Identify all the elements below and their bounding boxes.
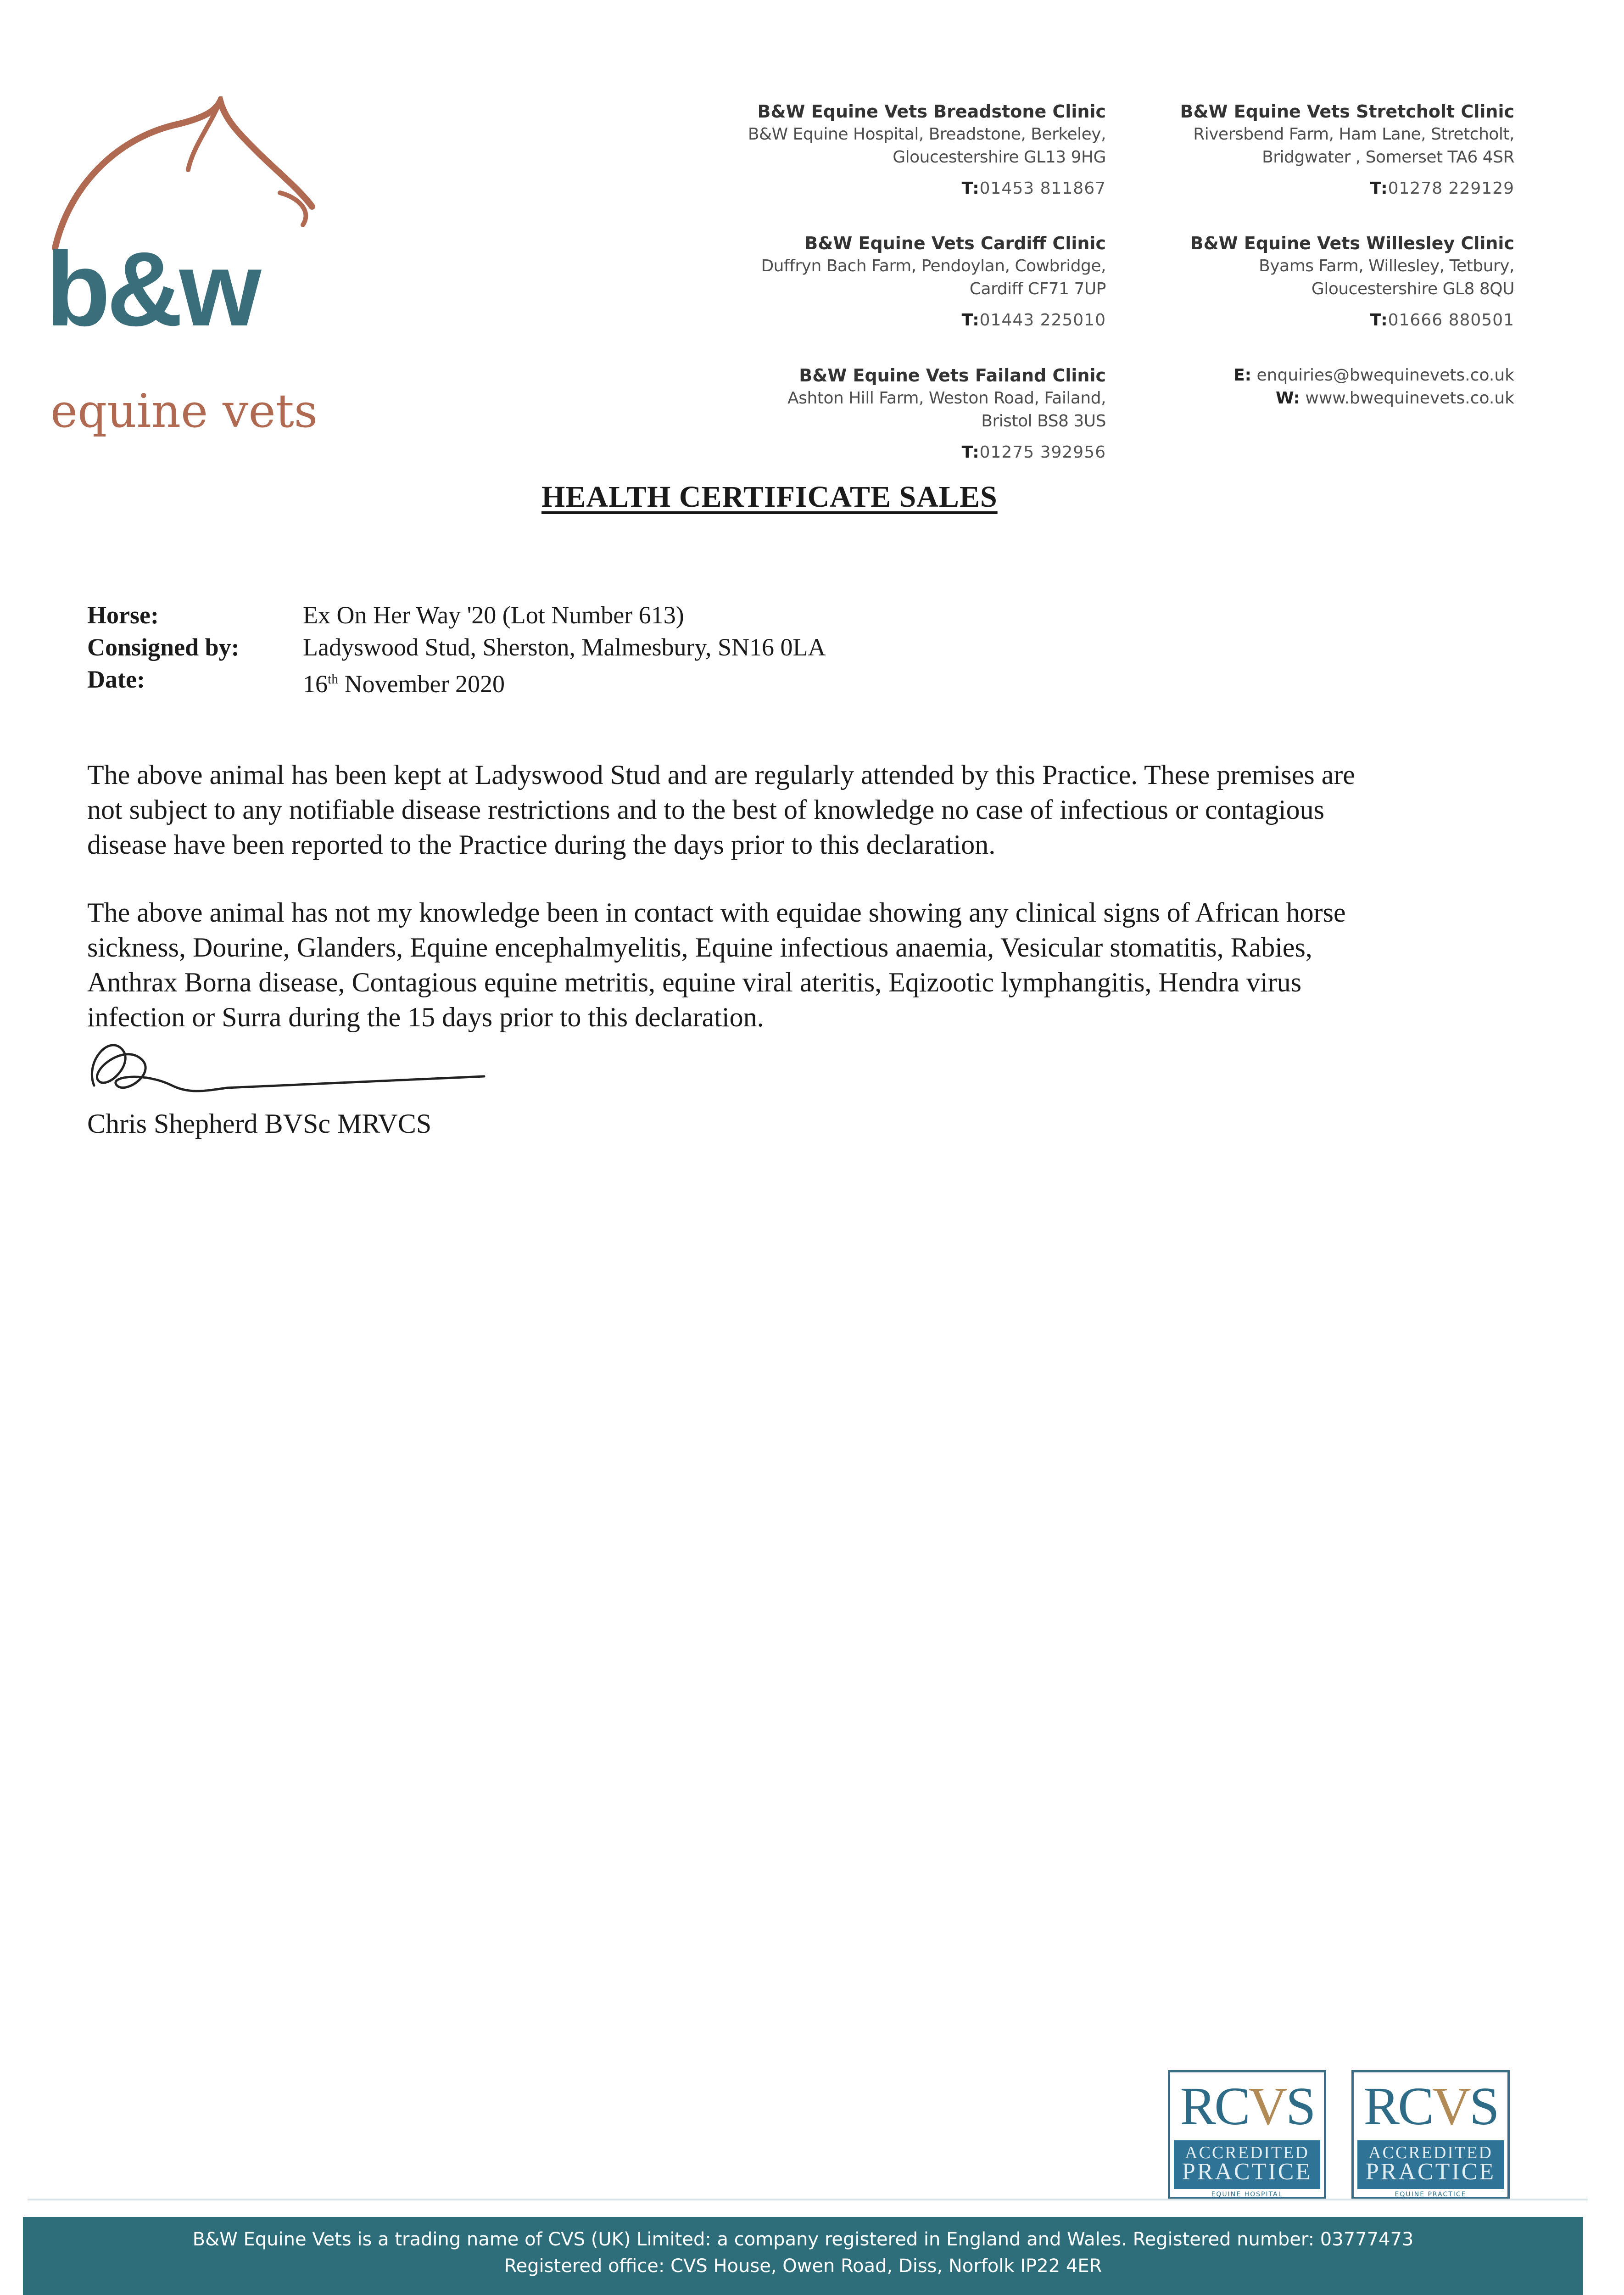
clinic-failand — [670, 364, 1106, 464]
website-line: W: www.bwequinevets.co.uk — [1275, 389, 1514, 408]
clinic-name: B&W Equine Vets Willesley Clinic — [1190, 233, 1514, 253]
clinic-willesley — [1078, 232, 1514, 332]
paragraph-premises: The above animal has been kept at Ladyswood Stud and are regularly attended by this Practice. These premises are not subject to any notifiable disease restrictions and to the best of knowledge no case of infectious or contagious disease have been reported to the Practice during the days prior to this declaration. — [87, 760, 1355, 860]
clinic-cardiff — [670, 232, 1106, 332]
clinic-address-line: Gloucestershire GL8 8QU — [1311, 280, 1514, 298]
badge-category: EQUINE PRACTICE — [1395, 2191, 1467, 2198]
clinic-address-line: Bridgwater , Somerset TA6 4SR — [1262, 148, 1514, 167]
logo-brand: b&w — [46, 230, 258, 348]
email-link[interactable]: enquiries@bwequinevets.co.uk — [1256, 366, 1514, 385]
clinic-breadstone — [670, 100, 1106, 200]
clinic-name: B&W Equine Vets Failand Clinic — [799, 365, 1106, 386]
clinic-name: B&W Equine Vets Breadstone Clinic — [757, 101, 1106, 122]
clinic-address-line: B&W Equine Hospital, Breadstone, Berkeley, — [748, 125, 1106, 144]
clinic-address-line: Gloucestershire GL13 9HG — [893, 148, 1106, 167]
date-label: Date: — [87, 666, 145, 693]
clinic-address-line: Ashton Hill Farm, Weston Road, Failand, — [787, 389, 1106, 408]
footer-line-office: Registered office: CVS House, Owen Road, Diss, Norfolk IP22 4ER — [504, 2256, 1102, 2277]
contact-info — [1078, 364, 1514, 410]
horse-label: Horse: — [87, 601, 159, 629]
badge-category: EQUINE HOSPITAL — [1211, 2191, 1283, 2198]
footer-divider — [28, 2199, 1588, 2200]
accredited-practice-label: ACCREDITED PRACTICE — [1357, 2140, 1504, 2189]
footer-line-company: B&W Equine Vets is a trading name of CVS (UK) Limited: a company registered in England and Wales. Registered number: 03777473 — [192, 2229, 1414, 2250]
consigned-label: Consigned by: — [87, 633, 240, 661]
footer — [23, 2217, 1583, 2295]
rcvs-badge-practice — [1351, 2070, 1510, 2200]
clinic-name: B&W Equine Vets Cardiff Clinic — [804, 233, 1106, 253]
rcvs-badge-hospital — [1168, 2070, 1326, 2200]
paragraph-disease-contact: The above animal has not my knowledge been in contact with equidae showing any clinical signs of African horse sickness, Dourine, Glanders, Equine encephalmyelitis, Equine infectious anaemia, Vesicular stomatitis, Rabies, Anthrax Borna disease, Contagious equine metritis, equine viral ateritis, Eqizootic lymphangitis, Hendra virus infection or Surra during the 15 days prior to this declaration. — [87, 897, 1346, 1032]
signer-name: Chris Shepherd BVSc MRVCS — [87, 1108, 432, 1139]
signature-icon — [80, 1017, 493, 1108]
email-line: E: enquiries@bwequinevets.co.uk — [1233, 366, 1514, 385]
accredited-practice-label: ACCREDITED PRACTICE — [1174, 2140, 1320, 2189]
clinic-phone: T:01666 880501 — [1370, 311, 1514, 330]
date-value: 16th November 2020 — [303, 670, 505, 698]
clinic-address-line: Riversbend Farm, Ham Lane, Stretcholt, — [1193, 125, 1514, 144]
clinic-phone: T:01275 392956 — [961, 443, 1106, 462]
document-title: HEALTH CERTIFICATE SALES — [541, 480, 998, 514]
clinic-address-line: Byams Farm, Willesley, Tetbury, — [1259, 257, 1514, 275]
clinic-stretcholt — [1078, 100, 1514, 200]
horse-value: Ex On Her Way '20 (Lot Number 613) — [303, 601, 684, 629]
logo-subtitle: equine vets — [50, 384, 318, 438]
clinic-phone: T:01278 229129 — [1370, 179, 1514, 198]
consigned-value: Ladyswood Stud, Sherston, Malmesbury, SN16 0LA — [303, 633, 826, 661]
clinic-name: B&W Equine Vets Stretcholt Clinic — [1180, 101, 1514, 122]
logo — [41, 96, 335, 438]
clinic-address-line: Duffryn Bach Farm, Pendoylan, Cowbridge, — [761, 257, 1106, 275]
rcvs-logo-text: RCVS — [1363, 2076, 1498, 2136]
rcvs-logo-text: RCVS — [1180, 2076, 1314, 2136]
clinic-address-line: Bristol BS8 3US — [981, 412, 1106, 431]
clinic-phone: T:01443 225010 — [961, 311, 1106, 330]
clinic-phone: T:01453 811867 — [961, 179, 1106, 198]
website-link[interactable]: www.bwequinevets.co.uk — [1305, 389, 1514, 408]
clinic-address-line: Cardiff CF71 7UP — [969, 280, 1106, 298]
